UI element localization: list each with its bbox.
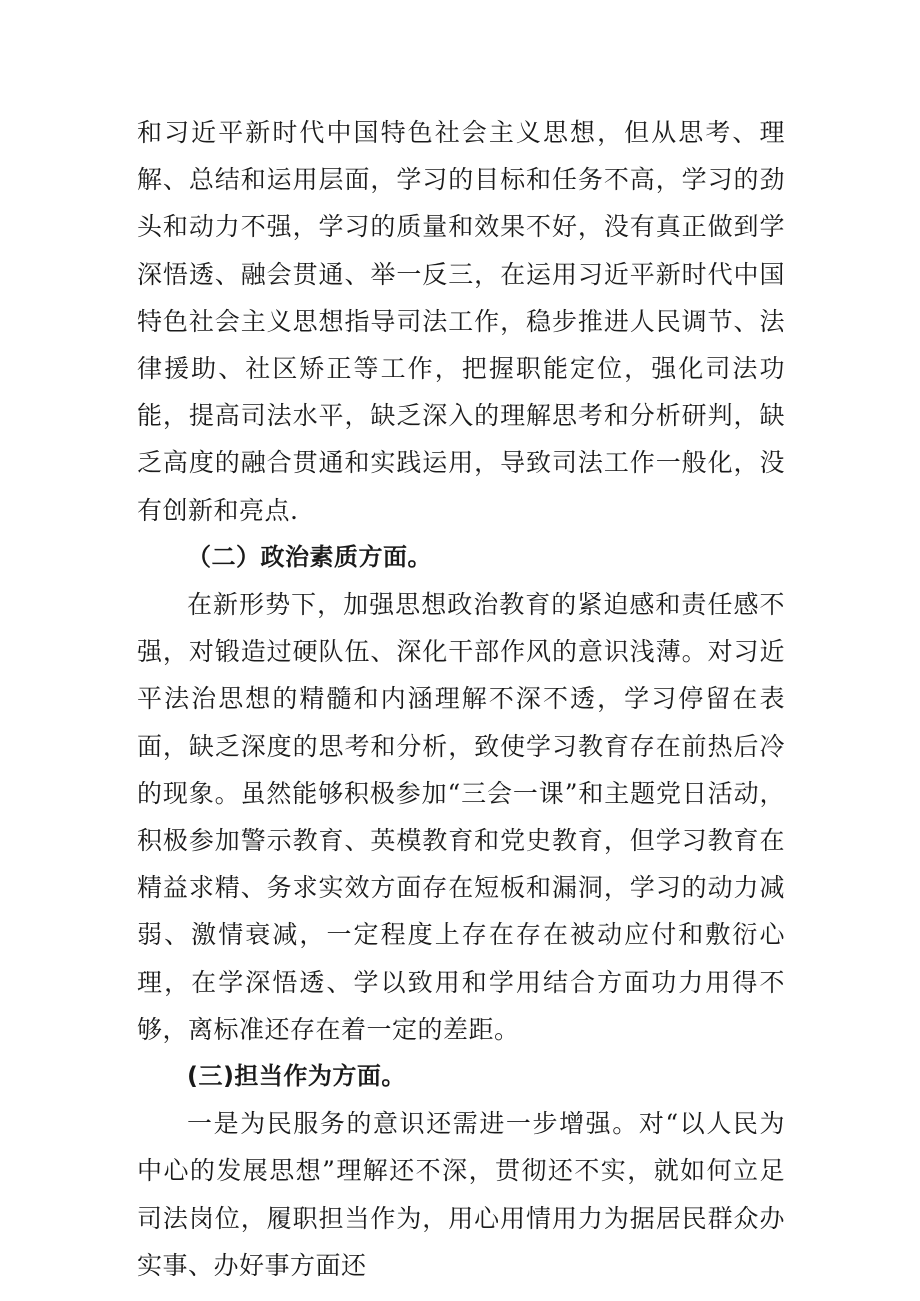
paragraph-continued: 和习近平新时代中国特色社会主义思想，但从思考、理解、总结和运用层面，学习的目标和任务不高，学习的劲头和动力不强，学习的质量和效果不好，没有真正做到学深悟透、融会贯通、举一反三，在运用习近平新时代中国特色社会主义思想指导司法工作，稳步推进人民调节、法律援助、社区矫正等工作，把握职能定位，强化司法功能，提高司法水平，缺乏深入的理解思考和分析研判，缺乏高度的融合贯通和实践运用，导致司法工作一般化，没有创新和亮点. — [137, 118, 785, 525]
document-body — [137, 109, 785, 1289]
paragraph-responsibility: 一是为民服务的意识还需进一步增强。对“以人民为中心的发展思想”理解还不深，贯彻还不实，就如何立足司法岗位，履职担当作为，用心用情用力为据居民群众办实事、办好事方面还 — [137, 1109, 785, 1280]
section-heading-political-quality: （二）政治素质方面。 — [187, 542, 432, 571]
paragraph-political-quality: 在新形势下，加强思想政治教育的紧迫感和责任感不强，对锻造过硬队伍、深化干部作风的意识浅薄。对习近平法治思想的精髓和内涵理解不深不透，学习停留在表面，缺乏深度的思考和分析，致使学习教育存在前热后冷的现象。虽然能够积极参加“三会一课”和主题党日活动，积极参加警示教育、英模教育和党史教育，但学习教育在精益求精、务求实效方面存在短板和漏洞，学习的动力减弱、激情衰减，一定程度上存在存在被动应付和敷衍心理，在学深悟透、学以致用和学用结合方面功力用得不够，离标准还存在着一定的差距。 — [137, 590, 785, 1044]
section-heading-responsibility: (三)担当作为方面。 — [187, 1062, 406, 1091]
